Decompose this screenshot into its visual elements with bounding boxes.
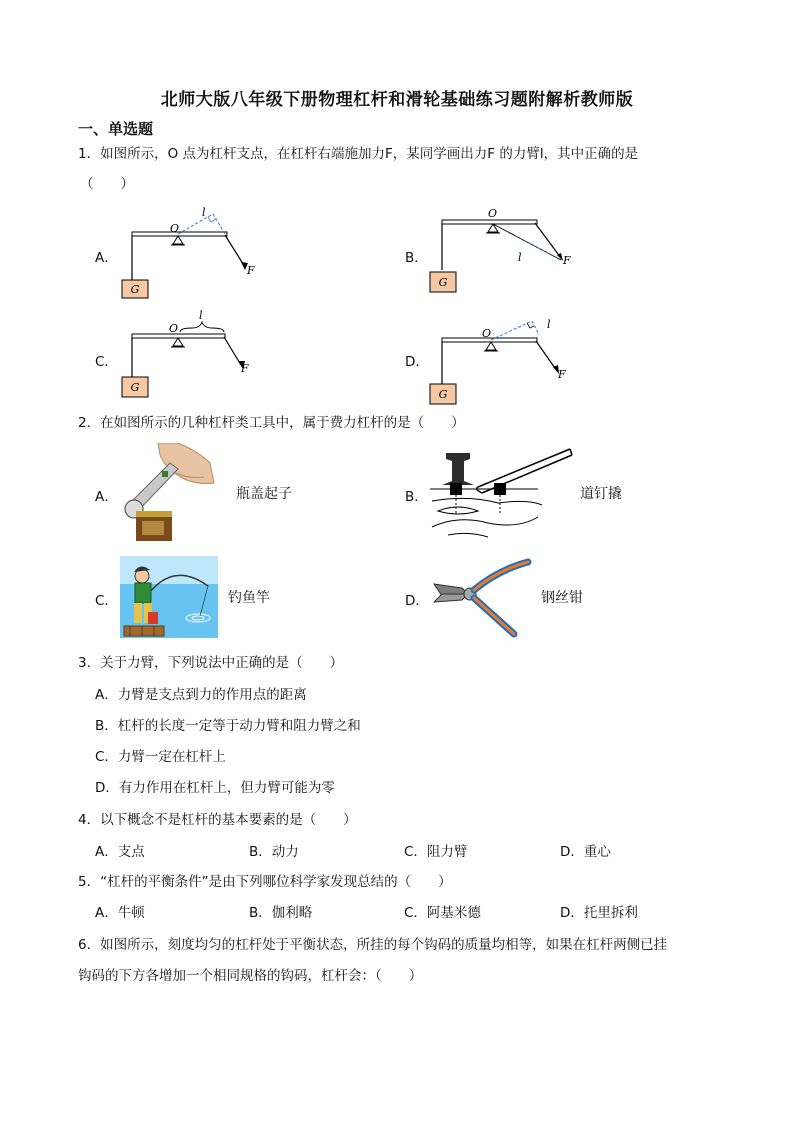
rail-spike-crowbar-image bbox=[428, 445, 578, 540]
q1c-pivot-label: O bbox=[169, 322, 179, 335]
q1a-force-label: F bbox=[247, 264, 255, 277]
bottle-opener-image bbox=[118, 443, 226, 541]
fishing-rod-image bbox=[120, 556, 218, 638]
pliers-image bbox=[432, 556, 532, 638]
question-3-text: 3．关于力臂，下列说法中正确的是（ ） bbox=[78, 655, 344, 671]
q1-option-d-diagram bbox=[420, 308, 590, 408]
q2-option-d-label[interactable]: D． bbox=[405, 593, 429, 609]
q1d-pivot-label: O bbox=[482, 327, 492, 340]
q1-option-a-label[interactable]: A． bbox=[95, 250, 118, 266]
q1c-force-label: F bbox=[241, 362, 249, 375]
q1d-arm-label: l bbox=[547, 318, 551, 331]
section-title: 一、单选题 bbox=[78, 120, 154, 138]
question-1-text: 1．如图所示，O 点为杠杆支点，在杠杆右端施加力F，某同学画出力F 的力臂l，其中正确的是 bbox=[78, 146, 639, 162]
q2-option-a-caption: 瓶盖起子 bbox=[236, 486, 292, 502]
q4-option-a[interactable]: A．支点 bbox=[95, 844, 145, 860]
q1c-weight-label: G bbox=[130, 381, 140, 394]
q3-option-d[interactable]: D．有力作用在杠杆上，但力臂可能为零 bbox=[95, 780, 335, 796]
q5-option-a[interactable]: A．牛顿 bbox=[95, 905, 145, 921]
q2-option-b-label[interactable]: B． bbox=[405, 489, 428, 505]
q1-option-c-diagram bbox=[110, 305, 280, 405]
q5-option-d[interactable]: D．托里拆利 bbox=[560, 905, 638, 921]
q1-option-c-label[interactable]: C． bbox=[95, 354, 118, 370]
q1a-pivot-label: O bbox=[170, 222, 180, 235]
question-6-text-cont: 钩码的下方各增加一个相同规格的钩码，杠杆会：（ ） bbox=[78, 968, 423, 984]
q3-option-c[interactable]: C．力臂一定在杠杆上 bbox=[95, 749, 226, 765]
q2-option-d-caption: 钢丝钳 bbox=[541, 590, 583, 606]
question-4-text: 4．以下概念不是杠杆的基本要素的是（ ） bbox=[78, 812, 357, 828]
question-5-text: 5．“杠杆的平衡条件”是由下列哪位科学家发现总结的（ ） bbox=[78, 874, 452, 890]
q1-option-d-label[interactable]: D． bbox=[405, 354, 429, 370]
question-6-text: 6．如图所示，刻度均匀的杠杆处于平衡状态，所挂的每个钩码的质量均相等，如果在杠杆两侧已挂 bbox=[78, 937, 668, 953]
q1b-force-label: F bbox=[563, 254, 571, 267]
q1d-weight-label: G bbox=[438, 388, 448, 401]
q1b-arm-label: l bbox=[518, 251, 522, 264]
question-1-paren: （ ） bbox=[80, 176, 134, 192]
q2-option-c-label[interactable]: C． bbox=[95, 593, 118, 609]
q1b-pivot-label: O bbox=[488, 207, 498, 220]
q1-option-a-diagram bbox=[110, 195, 280, 305]
q4-option-b[interactable]: B．动力 bbox=[249, 844, 299, 860]
q2-option-b-caption: 道钉撬 bbox=[580, 486, 622, 502]
q4-option-c[interactable]: C．阻力臂 bbox=[404, 844, 468, 860]
q5-option-b[interactable]: B．伽利略 bbox=[249, 905, 313, 921]
question-2-text: 2．在如图所示的几种杠杆类工具中，属于费力杠杆的是（ ） bbox=[78, 415, 465, 431]
q2-option-a-label[interactable]: A． bbox=[95, 489, 118, 505]
q1d-force-label: F bbox=[558, 368, 566, 381]
q1-option-b-label[interactable]: B． bbox=[405, 250, 428, 266]
q5-option-c[interactable]: C．阿基米德 bbox=[404, 905, 481, 921]
q4-option-d[interactable]: D．重心 bbox=[560, 844, 611, 860]
q1b-weight-label: G bbox=[438, 276, 448, 289]
q1c-arm-label: l bbox=[199, 309, 203, 322]
document-title: 北师大版八年级下册物理杠杆和滑轮基础练习题附解析教师版 bbox=[160, 90, 634, 110]
q3-option-a[interactable]: A．力臂是支点到力的作用点的距离 bbox=[95, 687, 307, 703]
q2-option-c-caption: 钓鱼竿 bbox=[228, 590, 270, 606]
q1a-arm-label: l bbox=[202, 206, 206, 219]
q1a-weight-label: G bbox=[130, 283, 140, 296]
q3-option-b[interactable]: B．杠杆的长度一定等于动力臂和阻力臂之和 bbox=[95, 718, 361, 734]
q1-option-b-diagram bbox=[420, 200, 590, 300]
